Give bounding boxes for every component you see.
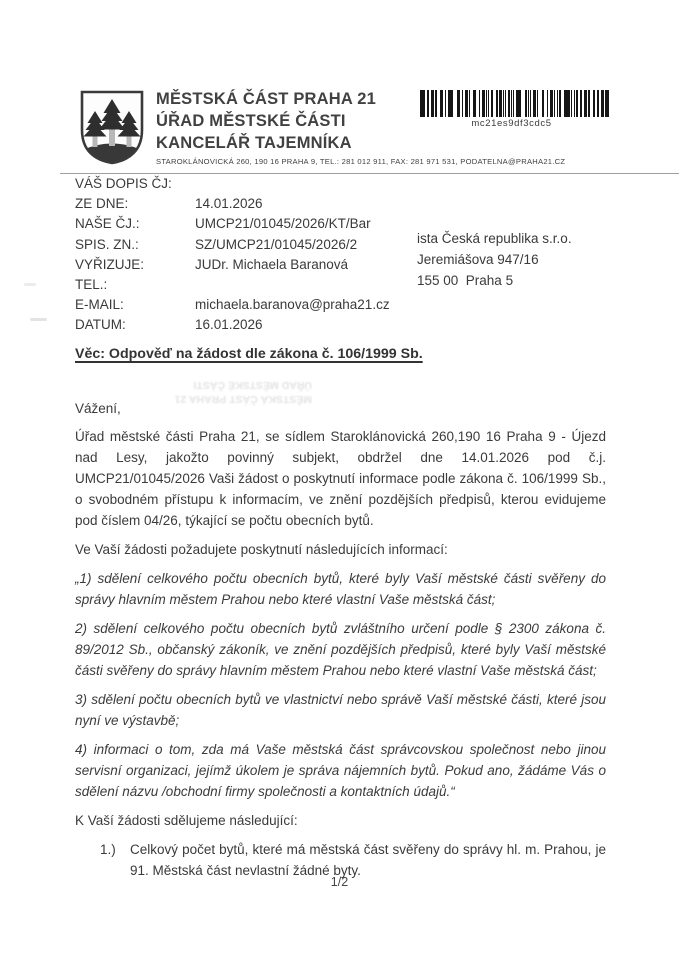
letterhead-address-line: STAROKLÁNOVICKÁ 260, 190 16 PRAHA 9, TEL.: 281 012 911, FAX: 281 971 531, PODATELNA@PRAHA21.CZ bbox=[156, 157, 566, 166]
ref-value: 14.01.2026 bbox=[195, 196, 263, 212]
org-name-line1: MĚSTSKÁ ČÁST PRAHA 21 bbox=[156, 90, 376, 108]
recipient-street: Jeremiášova 947/16 bbox=[417, 252, 539, 267]
praha21-coat-of-arms-icon bbox=[78, 88, 146, 166]
reference-fields-block bbox=[75, 176, 415, 338]
ref-value: 16.01.2026 bbox=[195, 317, 263, 333]
ref-row-ze-dne bbox=[75, 196, 415, 216]
letterhead-org-block bbox=[156, 88, 376, 154]
ref-label: DATUM: bbox=[75, 317, 126, 333]
ref-row-vyrizuje bbox=[75, 257, 415, 277]
bleed-through-line: MĚSTSKÁ ČÁST PRAHA 21 bbox=[174, 393, 312, 405]
ref-row-spis-zn bbox=[75, 237, 415, 257]
list-marker: 1.) bbox=[100, 842, 116, 857]
document-barcode bbox=[420, 90, 603, 129]
body-paragraph-intro: Úřad městské části Praha 21, se sídlem Staroklánovická 260,190 16 Praha 9 - Újezd nad Lesy, jakožto povinný subjekt, obdržel dne 14.01.2026 pod č.j. UMCP21/01045/2026 Vaši žádost o poskytnutí informace podle zákona č. 106/1999 Sb., o svobodném přístupu k informacím, ve znění pozdějších předpisů, kterou evidujeme pod číslem 04/26, týkající se počtu obecních bytů. bbox=[75, 429, 606, 528]
list-text: Celkový počet bytů, které má městská část svěřeny do správy hl. m. Prahou, je 91. Městská část nevlastní žádné byty. bbox=[130, 842, 606, 878]
ref-value: UMCP21/01045/2026/KT/Bar bbox=[195, 216, 371, 232]
ref-row-nase-cj bbox=[75, 216, 415, 236]
body-paragraph-answer-intro: K Vaší žádosti sdělujeme následující: bbox=[75, 813, 298, 828]
salutation: Vážení, bbox=[75, 401, 121, 416]
ref-row-email bbox=[75, 297, 415, 317]
scan-artifact-dash bbox=[24, 283, 36, 286]
ref-row-vas-dopis bbox=[75, 176, 415, 196]
ref-label: TEL.: bbox=[75, 276, 108, 292]
recipient-name: ista Česká republika s.r.o. bbox=[417, 231, 572, 246]
org-name-line2: ÚŘAD MĚSTSKÉ ČÁSTI bbox=[156, 112, 346, 130]
org-name-line3: KANCELÁŘ TAJEMNÍKA bbox=[156, 134, 352, 152]
header-divider bbox=[60, 173, 679, 174]
quoted-request-item-3: 3) sdělení počtu obecních bytů ve vlastnictví nebo správě Vaší městské části, které jsou nyní ve výstavbě; bbox=[75, 692, 606, 728]
ref-value: michaela.baranova@praha21.cz bbox=[195, 297, 390, 313]
quoted-request-item-2: 2) sdělení celkového počtu obecních bytů zvláštního určení podle § 2300 zákona č. 89/2012 Sb., občanský zákoník, ve znění pozdějších předpisů, které byly Vaší městské části svěřeny do správy hlavním městem Prahou nebo které vlastní Vaše městská část; bbox=[75, 621, 606, 678]
page-number: 1/2 bbox=[330, 875, 349, 889]
bleed-through-line: ÚŘAD MĚSTSKÉ ČÁSTI bbox=[193, 379, 312, 391]
recipient-city: 155 00 Praha 5 bbox=[417, 273, 514, 288]
barcode-bars-icon bbox=[420, 90, 609, 117]
ref-label: NAŠE ČJ.: bbox=[75, 216, 140, 232]
ref-label: SPIS. ZN.: bbox=[75, 236, 139, 252]
quoted-request-item-4: 4) informaci o tom, zda má Vaše městská část správcovskou společnost nebo jinou servisní organizaci, jejímž úkolem je správa nájemních bytů. Pokud ano, žádáme Vás o sdělení názvu /obchodní firmy společnosti a kontaktních údajů.“ bbox=[75, 742, 606, 799]
ref-value: JUDr. Michaela Baranová bbox=[195, 256, 349, 272]
ref-label: E-MAIL: bbox=[75, 297, 124, 313]
ref-row-datum bbox=[75, 317, 415, 337]
ref-label: VYŘIZUJE: bbox=[75, 256, 145, 272]
quoted-request-item-1: „1) sdělení celkového počtu obecních bytů, které byly Vaší městské části svěřeny do správy hlavním městem Prahou nebo které vlastní Vaše městská část; bbox=[75, 571, 606, 607]
ref-row-tel bbox=[75, 277, 415, 297]
body-paragraph-request-intro: Ve Vaší žádosti požadujete poskytnutí následujících informací: bbox=[75, 542, 448, 557]
subject-line: Věc: Odpověď na žádost dle zákona č. 106/1999 Sb. bbox=[75, 346, 423, 362]
barcode-label: mc21es9df3cdc5 bbox=[471, 118, 552, 129]
ref-label: VÁŠ DOPIS ČJ: bbox=[75, 176, 172, 191]
scan-artifact-dash bbox=[30, 318, 47, 321]
ref-value: SZ/UMCP21/01045/2026/2 bbox=[195, 236, 358, 252]
letter-body bbox=[75, 398, 606, 881]
ref-label: ZE DNE: bbox=[75, 196, 129, 212]
recipient-address-block bbox=[417, 228, 572, 291]
